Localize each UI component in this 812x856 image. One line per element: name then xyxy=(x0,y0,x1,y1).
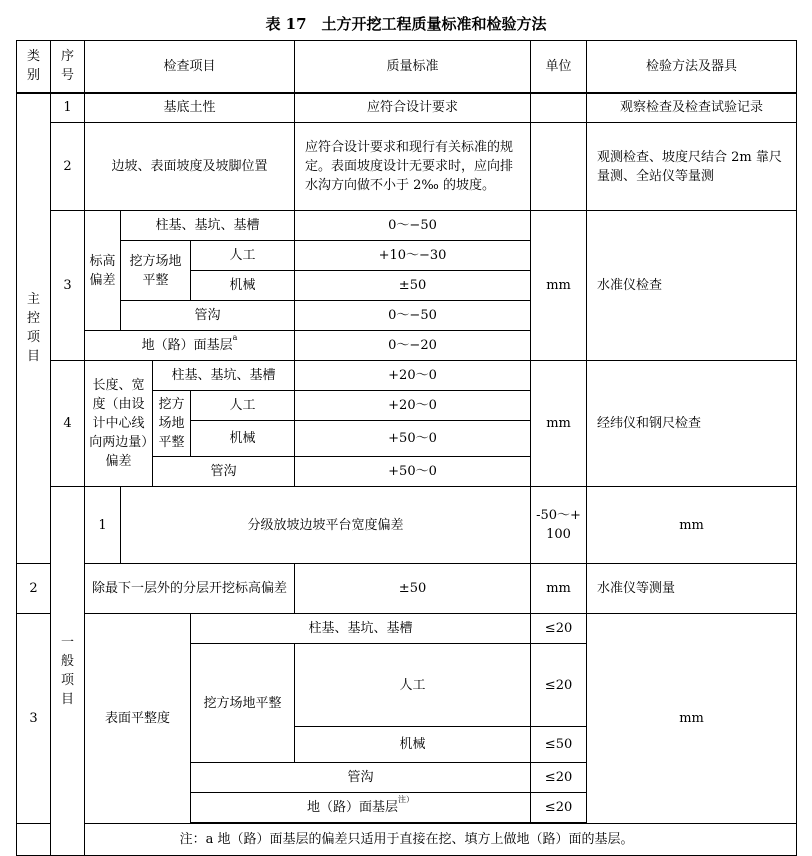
sub-item-label: 柱基、基坑、基槽 xyxy=(191,614,531,644)
category-general: 一般项目 xyxy=(51,487,85,856)
sub-item-label: 管沟 xyxy=(153,457,295,487)
grade-group-label: 挖方场地平整 xyxy=(191,644,295,763)
unit-cell xyxy=(531,123,587,211)
standard-cell: 0～−20 xyxy=(295,331,531,361)
table-row xyxy=(17,487,797,564)
quality-standard-table xyxy=(16,40,797,856)
table-row xyxy=(17,123,797,211)
header-unit: 单位 xyxy=(531,41,587,93)
standard-cell: 0～−50 xyxy=(295,301,531,331)
seq-cell: 1 xyxy=(85,487,121,564)
standard-cell: +50～0 xyxy=(295,457,531,487)
header-category: 类别 xyxy=(17,41,51,93)
standard-cell: ≤20 xyxy=(531,793,587,823)
standard-cell: ≤20 xyxy=(531,644,587,727)
table-title: 表 17 土方开挖工程质量标准和检验方法 xyxy=(265,15,547,33)
unit-cell: mm xyxy=(531,361,587,487)
header-method: 检验方法及器具 xyxy=(587,41,797,93)
footnote-marker: 注） xyxy=(398,795,415,804)
unit-cell: mm xyxy=(531,564,587,614)
sub-item-label: 人工 xyxy=(295,644,531,727)
seq-cell: 2 xyxy=(17,564,51,614)
sub-item-label: 人工 xyxy=(191,241,295,271)
sub-item-label: 机械 xyxy=(295,727,531,763)
header-row xyxy=(17,41,797,93)
standard-cell: ±50 xyxy=(295,271,531,301)
standard-cell: +20～0 xyxy=(295,391,531,421)
header-item: 检查项目 xyxy=(85,41,295,93)
seq-cell: 3 xyxy=(17,614,51,824)
group-label: 标高偏差 xyxy=(85,211,121,331)
sub-item-label: 地（路）面基层$^a$ xyxy=(85,331,295,361)
grade-group-label: 挖方场地平整 xyxy=(121,241,191,301)
standard-cell: +20～0 xyxy=(295,361,531,391)
standard-cell: 应符合设计要求和现行有关标准的规定。表面坡度设计无要求时，应向排水沟方向做不小于 2‰ 的坡度。 xyxy=(295,123,531,211)
seq-cell: 2 xyxy=(51,123,85,211)
standard-cell: -50～+100 xyxy=(531,487,587,564)
group-label: 表面平整度 xyxy=(85,614,191,824)
method-cell: 观测检查、坡度尺结合 2m 靠尺量测、全站仪等量测 xyxy=(587,123,797,211)
method-cell: 水准仪检查 xyxy=(587,211,797,361)
sub-item-label: 机械 xyxy=(191,421,295,457)
unit-cell xyxy=(531,93,587,123)
footnote-marker: a xyxy=(232,333,238,342)
standard-cell: ±50 xyxy=(295,564,531,614)
method-cell: 水准仪等测量 xyxy=(587,564,797,614)
note-row xyxy=(17,824,797,856)
sub-item-label: 地（路）面基层$^{注)}$ xyxy=(191,793,531,823)
unit-cell: mm xyxy=(587,614,797,824)
unit-cell: mm xyxy=(531,211,587,361)
table-row xyxy=(17,564,797,614)
standard-cell: 应符合设计要求 xyxy=(295,93,531,123)
item-cell: 基底土性 xyxy=(85,93,295,123)
standard-cell: ≤50 xyxy=(531,727,587,763)
sub-item-label: 柱基、基坑、基槽 xyxy=(121,211,295,241)
standard-cell: +10～−30 xyxy=(295,241,531,271)
unit-cell: mm xyxy=(587,487,797,564)
table-row xyxy=(17,361,797,391)
table-row xyxy=(17,93,797,123)
footnote: 注：a 地（路）面基层的偏差只适用于直接在挖、填方上做地（路）面的基层。 xyxy=(17,824,797,856)
standard-cell: ≤20 xyxy=(531,614,587,644)
table-row xyxy=(17,211,797,241)
standard-cell: 0～−50 xyxy=(295,211,531,241)
sub-item-label: 人工 xyxy=(191,391,295,421)
sub-item-label: 柱基、基坑、基槽 xyxy=(153,361,295,391)
table-row xyxy=(17,614,797,644)
sub-item-label: 管沟 xyxy=(191,763,531,793)
group-label: 长度、宽度（由设计中心线向两边量）偏差 xyxy=(85,361,153,487)
standard-cell: ≤20 xyxy=(531,763,587,793)
grade-group-label: 挖方场地平整 xyxy=(153,391,191,457)
header-standard: 质量标准 xyxy=(295,41,531,93)
standard-cell: +50～0 xyxy=(295,421,531,457)
seq-cell: 4 xyxy=(51,361,85,487)
sub-item-label: 管沟 xyxy=(121,301,295,331)
seq-cell: 3 xyxy=(51,211,85,361)
item-cell: 除最下一层外的分层开挖标高偏差 xyxy=(85,564,295,614)
seq-cell: 1 xyxy=(51,93,85,123)
category-main: 主控项目 xyxy=(17,93,51,564)
method-cell: 观察检查及检查试验记录 xyxy=(587,93,797,123)
item-cell: 边坡、表面坡度及坡脚位置 xyxy=(85,123,295,211)
header-seq: 序号 xyxy=(51,41,85,93)
method-cell: 经纬仪和钢尺检查 xyxy=(587,361,797,487)
sub-item-label: 机械 xyxy=(191,271,295,301)
item-cell: 分级放坡边坡平台宽度偏差 xyxy=(121,487,531,564)
